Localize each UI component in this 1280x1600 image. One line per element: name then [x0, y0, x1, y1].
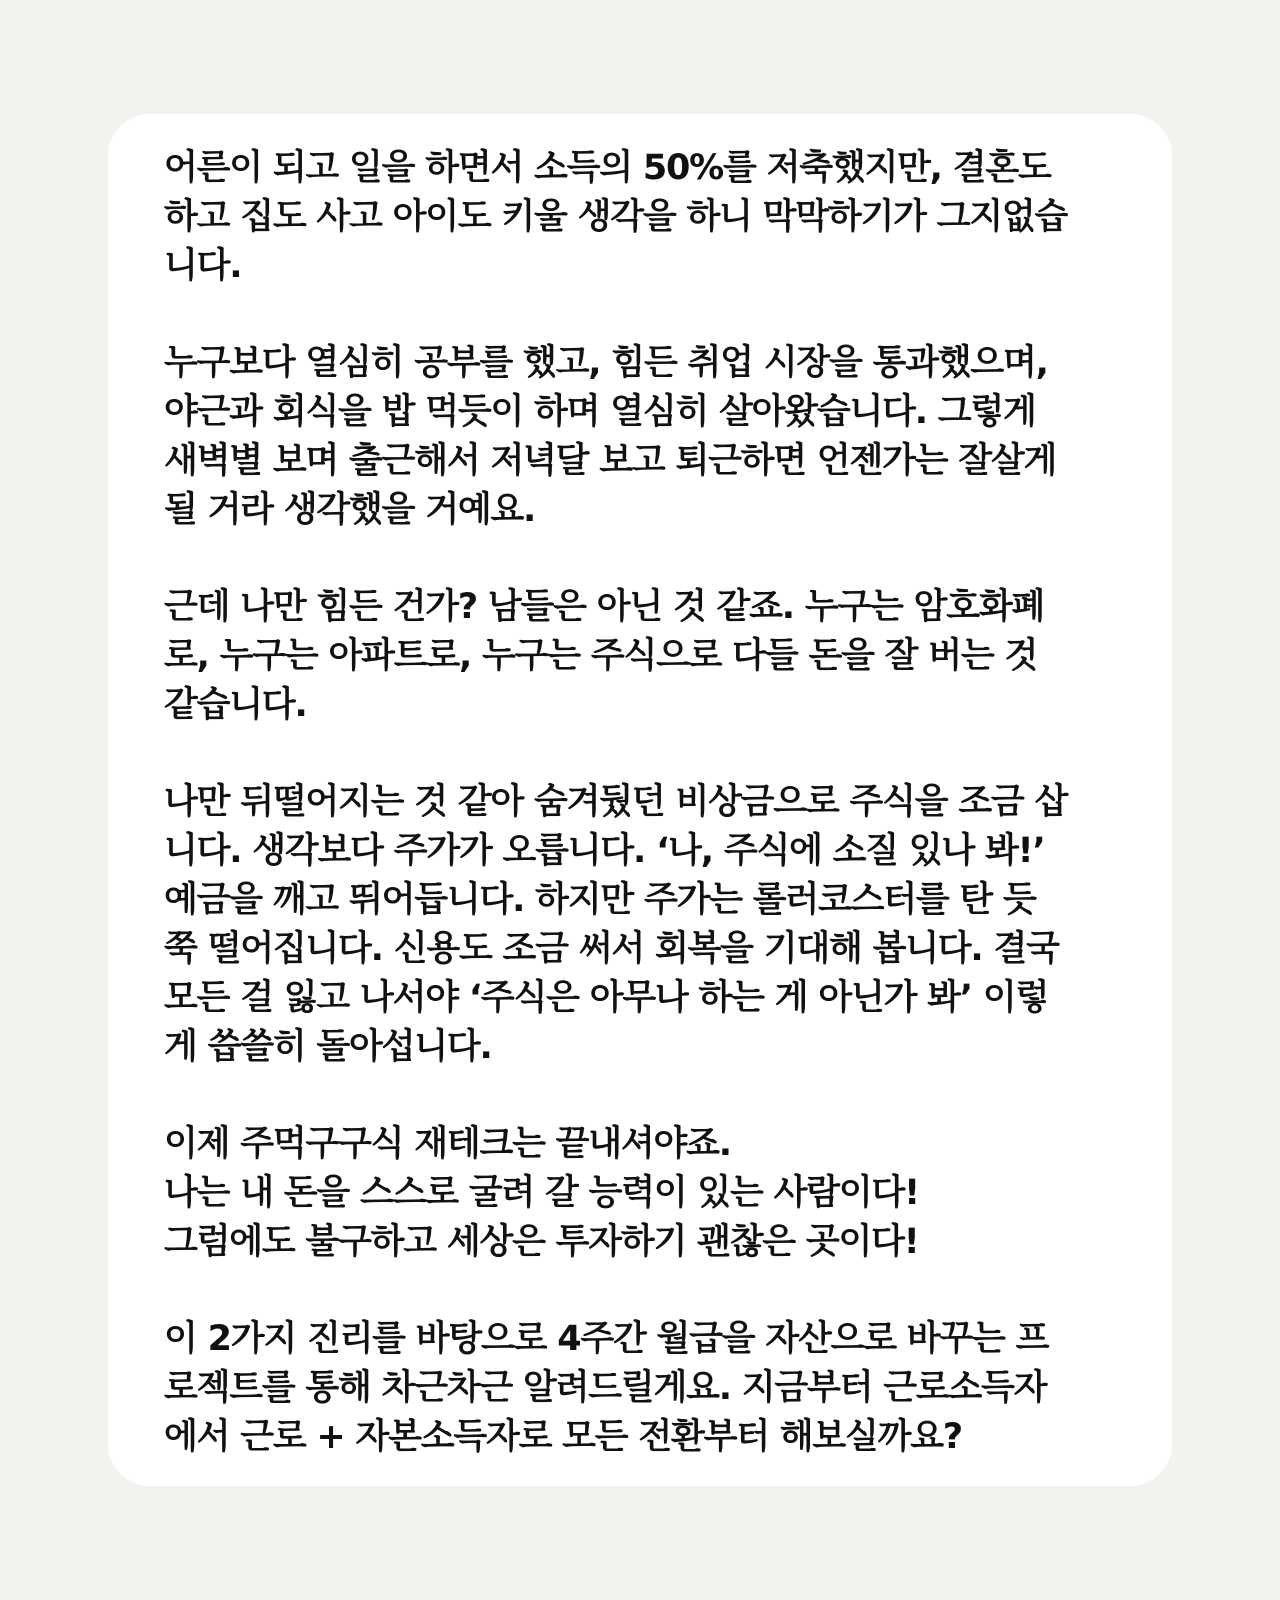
paragraph-line: 모든 걸 잃고 나서야 ‘주식은 아무나 하는 게 아닌가 봐’ 이렇 — [164, 978, 1049, 1018]
paragraph-line: 로젝트를 통해 차근차근 알려드릴게요. 지금부터 근로소득자 — [164, 1368, 1047, 1408]
paragraph-4 — [164, 778, 1132, 1072]
paragraph-line: 니다. — [164, 246, 242, 286]
paragraph-1 — [164, 144, 1132, 291]
paragraph-line: 로, 누구는 아파트로, 누구는 주식으로 다들 돈을 잘 버는 것 — [164, 636, 1038, 676]
paragraph-line: 이제 주먹구구식 재테크는 끝내셔야죠. — [164, 1124, 731, 1164]
paragraph-line: 니다. 생각보다 주가가 오릅니다. ‘나, 주식에 소질 있나 봐!’ — [164, 831, 1045, 871]
paragraph-line: 어른이 되고 일을 하면서 소득의 50%를 저축했지만, 결혼도 — [164, 148, 1051, 188]
paragraph-line: 야근과 회식을 밥 먹듯이 하며 열심히 살아왔습니다. 그렇게 — [164, 392, 1036, 432]
paragraph-line: 에서 근로 + 자본소득자로 모든 전환부터 해보실까요? — [164, 1417, 962, 1457]
paragraph-line: 근데 나만 힘든 건가? 남들은 아닌 것 같죠. 누구는 암호화폐 — [164, 587, 1045, 627]
paragraph-line: 새벽별 보며 출근해서 저녁달 보고 퇴근하면 언젠가는 잘살게 — [164, 441, 1057, 481]
paragraph-line: 하고 집도 사고 아이도 키울 생각을 하니 막막하기가 그지없습 — [164, 197, 1068, 237]
paragraph-5 — [164, 1120, 1132, 1267]
paragraph-line: 나는 내 돈을 스스로 굴려 갈 능력이 있는 사람이다! — [164, 1173, 919, 1213]
paragraph-6 — [164, 1315, 1132, 1462]
paragraph-line: 쭉 떨어집니다. 신용도 조금 써서 회복을 기대해 봅니다. 결국 — [164, 929, 1059, 969]
paragraph-2 — [164, 339, 1132, 535]
paragraph-3 — [164, 583, 1132, 730]
paragraph-line: 같습니다. — [164, 685, 307, 725]
paragraph-line: 이 2가지 진리를 바탕으로 4주간 월급을 자산으로 바꾸는 프 — [164, 1319, 1049, 1359]
paragraph-line: 될 거라 생각했을 거예요. — [164, 490, 536, 530]
paragraph-line: 예금을 깨고 뛰어듭니다. 하지만 주가는 롤러코스터를 탄 듯 — [164, 880, 1036, 920]
paragraph-line: 게 씁쓸히 돌아섭니다. — [164, 1027, 492, 1067]
paragraph-line: 누구보다 열심히 공부를 했고, 힘든 취업 시장을 통과했으며, — [164, 343, 1048, 383]
paragraph-line: 나만 뒤떨어지는 것 같아 숨겨뒀던 비상금으로 주식을 조금 삽 — [164, 782, 1068, 822]
text-card — [108, 114, 1172, 1486]
paragraph-line: 그럼에도 불구하고 세상은 투자하기 괜찮은 곳이다! — [164, 1222, 919, 1262]
